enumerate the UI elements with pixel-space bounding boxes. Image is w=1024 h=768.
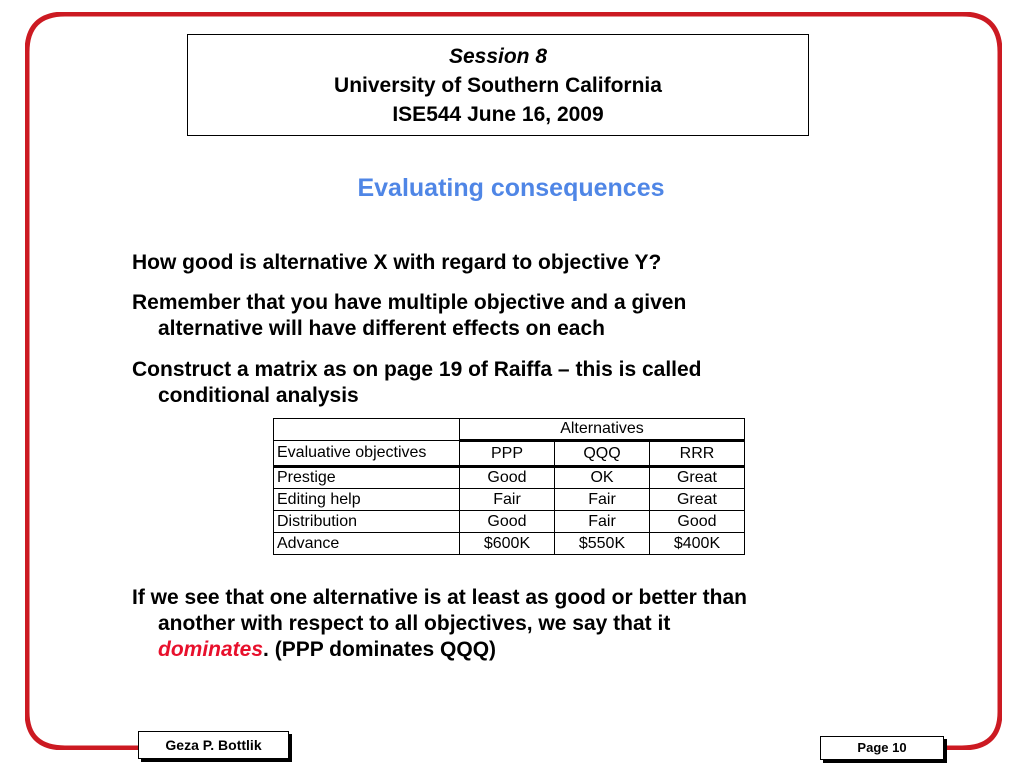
bullet-4-line-3 (132, 637, 747, 663)
row-label: Advance (274, 533, 460, 555)
footer-author: Geza P. Bottlik (165, 737, 262, 753)
table-cell: Great (650, 467, 745, 489)
bullet-1-text: How good is alternative X with regard to objective Y? (132, 251, 662, 274)
table-corner-cell (274, 419, 460, 441)
table-row (274, 467, 745, 489)
table-cell: Fair (555, 511, 650, 533)
slide-title (0, 174, 1024, 203)
bullet-4 (132, 585, 747, 663)
table-cell: $550K (555, 533, 650, 555)
footer-page-number: Page 10 (857, 740, 907, 755)
table-cell: $400K (650, 533, 745, 555)
session-label: Session 8 (448, 45, 548, 68)
table-cell: Good (460, 511, 555, 533)
table-row (274, 511, 745, 533)
bullet-3-line-2: conditional analysis (158, 384, 359, 407)
bullet-4-line-1: If we see that one alternative is at least as good or better than (132, 586, 747, 609)
course-date-label: ISE544 June 16, 2009 (392, 103, 604, 126)
table-header-row-2 (274, 441, 745, 467)
slide-title-text: Evaluating consequences (357, 174, 665, 202)
column-header: PPP (460, 441, 555, 467)
table-cell: Fair (460, 489, 555, 511)
table-cell: Fair (555, 489, 650, 511)
row-label: Distribution (274, 511, 460, 533)
table-cell: $600K (460, 533, 555, 555)
table-cell: Good (460, 467, 555, 489)
table-cell: Great (650, 489, 745, 511)
bullet-2 (132, 290, 686, 342)
table-cell: Good (650, 511, 745, 533)
bullet-3-line-1: Construct a matrix as on page 19 of Raiffa – this is called (132, 358, 702, 381)
objectives-header: Evaluative objectives (274, 441, 460, 467)
bullet-1 (132, 250, 661, 276)
column-header: RRR (650, 441, 745, 467)
bullet-2-line-1: Remember that you have multiple objective and a given (132, 291, 687, 314)
table-row (274, 489, 745, 511)
footer-page-box (820, 736, 944, 760)
table-cell: OK (555, 467, 650, 489)
conditional-analysis-table (273, 418, 745, 555)
row-label: Prestige (274, 467, 460, 489)
session-header-box (187, 34, 809, 136)
bullet-4-tail: . (PPP dominates QQQ) (263, 638, 497, 661)
university-label: University of Southern California (334, 74, 662, 97)
dominates-emphasis: dominates (158, 638, 264, 661)
column-header: QQQ (555, 441, 650, 467)
bullet-2-line-2: alternative will have different effects on each (158, 317, 605, 340)
bullet-3 (132, 357, 702, 409)
footer-author-box (138, 731, 289, 759)
bullet-4-line-2: another with respect to all objectives, we say that it (158, 612, 671, 635)
table-row (274, 533, 745, 555)
alternatives-header: Alternatives (460, 419, 745, 441)
table-header-row-1 (274, 419, 745, 441)
row-label: Editing help (274, 489, 460, 511)
